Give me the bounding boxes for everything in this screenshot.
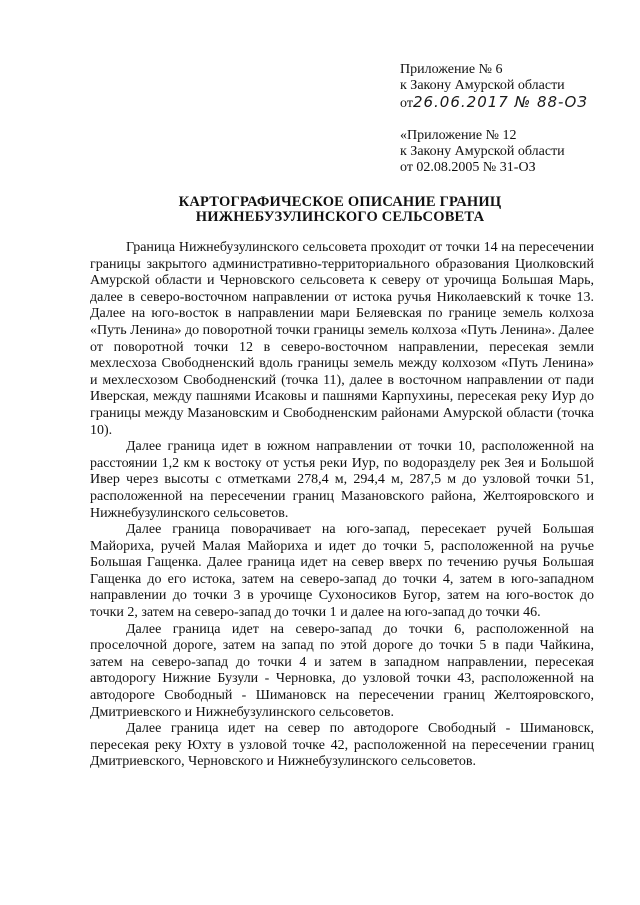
body-paragraph-3: Далее граница поворачивает на юго-запад, пересекает ручей Большая Майориха, ручей Малая Майориха и идет до точки 5, расположенной на ручье Большая Гащенка. Далее граница идет на север вверх по течению ручья Большая Гащенка до его истока, затем на северо-запад до точки 4, затем в юго-западном направлении до точки 3 в урочище Сухоносиков Бугор, затем на юго-восток до точки 2, затем на северо-запад до точки 1 и далее на юго-запад до точки 46.	[90, 522, 594, 621]
body-paragraph-4: Далее граница идет на северо-запад до точки 6, расположенной на проселочной дороге, затем на запад по этой дороге до точки 5 в пади Чайкина, затем на северо-запад до точки 4 и затем в западном направлении, пересекая автодорогу Нижние Бузули - Черновка, до узловой точки 43, расположенной на автодороге Свободный - Шимановск на пересечении границ Желтояровского, Дмитриевского и Нижнебузулинского сельсоветов.	[90, 621, 594, 720]
original-date-line: от 02.08.2005 № 31-ОЗ	[400, 160, 536, 175]
appendix-date-prefix: от	[400, 96, 413, 111]
appendix-number: Приложение № 6	[400, 62, 503, 77]
body-paragraph-1: Граница Нижнебузулинского сельсовета проходит от точки 14 на пересечении границы закрытого административно-территориального образования Циолковский Амурской области и Черновского сельсовета к северу от урочища Большая Марь, далее в северо-восточном направлении от истока ручья Николаевский к точке 13. Далее на юго-восток в направлении мари Беляевская по границе земель колхоза «Путь Ленина» до поворотной точки границы земель колхоза «Путь Ленина». Далее от поворотной точки 12 в северо-восточном направлении, пересекая земли мехлесхоза Свободненский вдоль границы земель между колхозом «Путь Ленина» и мехлесхозом Свободненский (точка 11), далее в восточном направлении от пади Иверская, между пашнями Исаковы и пашнями Карпухины, пересекая реку Иур до границы между Мазановским и Свободненским районами Амурской области (точка 10).	[90, 240, 594, 438]
appendix-law-reference: к Закону Амурской области	[400, 78, 565, 93]
handwritten-date-number: 26.06.2017 № 88-ОЗ	[412, 93, 588, 111]
title-line-1: КАРТОГРАФИЧЕСКОЕ ОПИСАНИЕ ГРАНИЦ	[178, 194, 502, 210]
title-line-2: НИЖНЕБУЗУЛИНСКОГО СЕЛЬСОВЕТА	[195, 209, 485, 225]
appendix-original-header	[400, 128, 630, 176]
original-appendix-number: «Приложение № 12	[400, 128, 517, 143]
document-title	[80, 195, 600, 225]
document-body	[90, 240, 594, 771]
body-paragraph-5: Далее граница идет на север по автодороге Свободный - Шимановск, пересекая реку Юхту в узловой точке 42, расположенной на пересечении границ Дмитриевского, Черновского и Нижнебузулинского сельсоветов.	[90, 721, 594, 770]
appendix-current-header	[400, 62, 630, 112]
appendix-date-line	[400, 94, 630, 112]
original-law-reference: к Закону Амурской области	[400, 144, 565, 159]
body-paragraph-2: Далее граница идет в южном направлении от точки 10, расположенной на расстоянии 1,2 км к востоку от устья реки Иур, по водоразделу рек Зея и Большой Ивер через высоты с отметками 278,4 м, 294,4 м, 287,5 м до узловой точки 51, расположенной на пересечении границ Мазановского района, Желтояровского и Нижнебузулинского сельсоветов.	[90, 439, 594, 521]
